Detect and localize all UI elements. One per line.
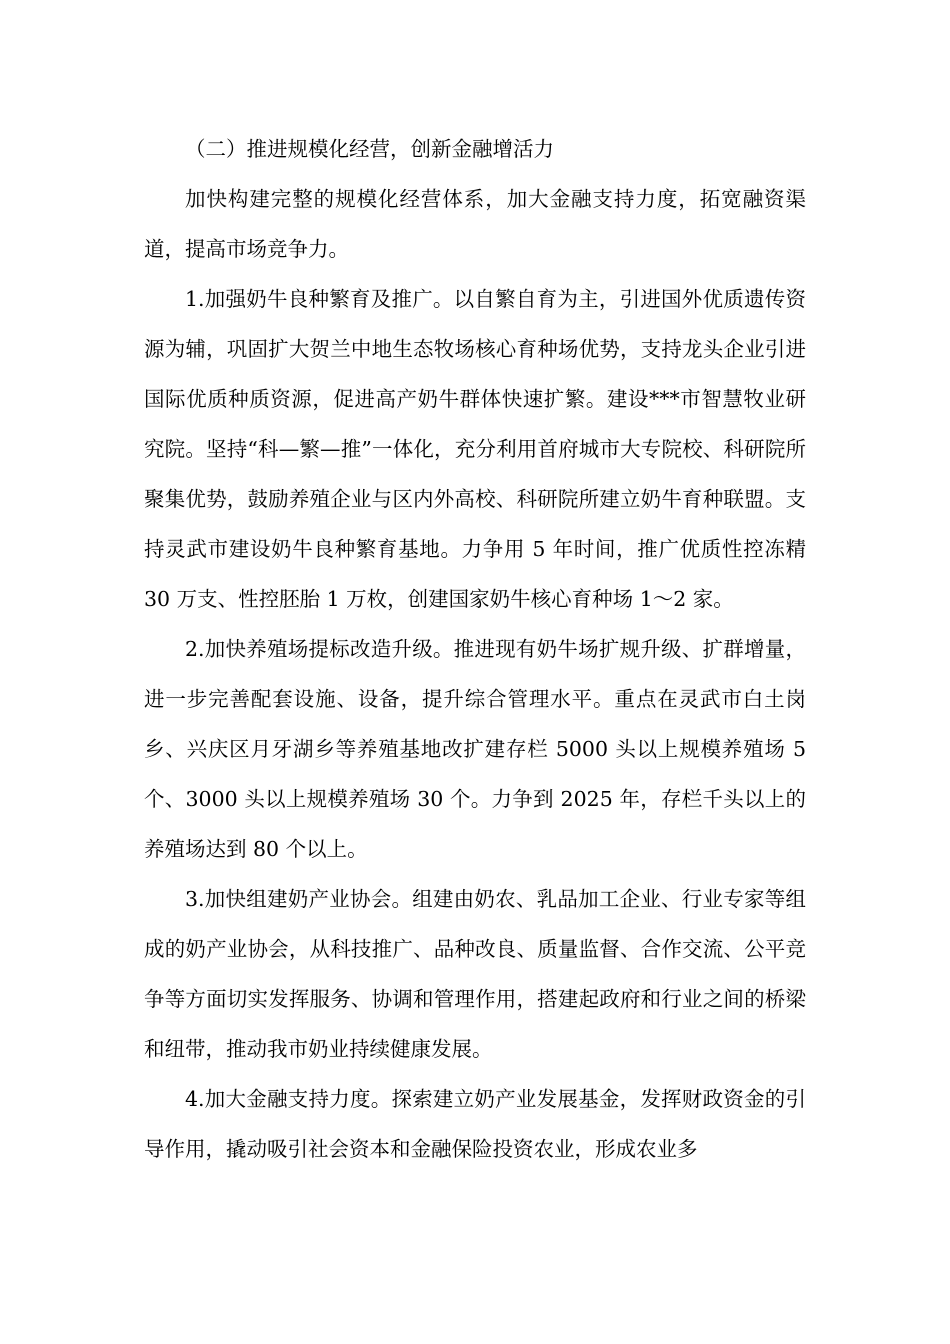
item-paragraph-3: 3.加快组建奶产业协会。组建由奶农、乳品加工企业、行业专家等组成的奶产业协会，从科技推广、品种改良、质量监督、合作交流、公平竞争等方面切实发挥服务、协调和管理作用，搭建起政府和行业之间的桥梁和纽带，推动我市奶业持续健康发展。 (144, 887, 806, 1061)
section-heading: （二）推进规模化经营，创新金融增活力 (185, 137, 554, 161)
item-paragraph-4: 4.加大金融支持力度。探索建立奶产业发展基金，发挥财政资金的引导作用，撬动吸引社会资本和金融保险投资农业，形成农业多 (144, 1087, 806, 1161)
intro-paragraph: 加快构建完整的规模化经营体系，加大金融支持力度，拓宽融资渠道，提高市场竞争力。 (144, 187, 806, 261)
document-body (144, 124, 806, 1174)
item-paragraph-2: 2.加快养殖场提标改造升级。推进现有奶牛场扩规升级、扩群增量，进一步完善配套设施、设备，提升综合管理水平。重点在灵武市白土岗乡、兴庆区月牙湖乡等养殖基地改扩建存栏 5000 头以上规模养殖场 5 个、3000 头以上规模养殖场 30 个。力争到 2025 年，存栏千头以上的养殖场达到 80 个以上。 (144, 637, 806, 861)
item-paragraph-1: 1.加强奶牛良种繁育及推广。以自繁自育为主，引进国外优质遗传资源为辅，巩固扩大贺兰中地生态牧场核心育种场优势，支持龙头企业引进国际优质种质资源，促进高产奶牛群体快速扩繁。建设***市智慧牧业研究院。坚持“科—繁—推”一体化，充分利用首府城市大专院校、科研院所聚集优势，鼓励养殖企业与区内外高校、科研院所建立奶牛育种联盟。支持灵武市建设奶牛良种繁育基地。力争用 5 年时间，推广优质性控冻精 30 万支、性控胚胎 1 万枚，创建国家奶牛核心育种场 1～2 家。 (144, 287, 806, 611)
